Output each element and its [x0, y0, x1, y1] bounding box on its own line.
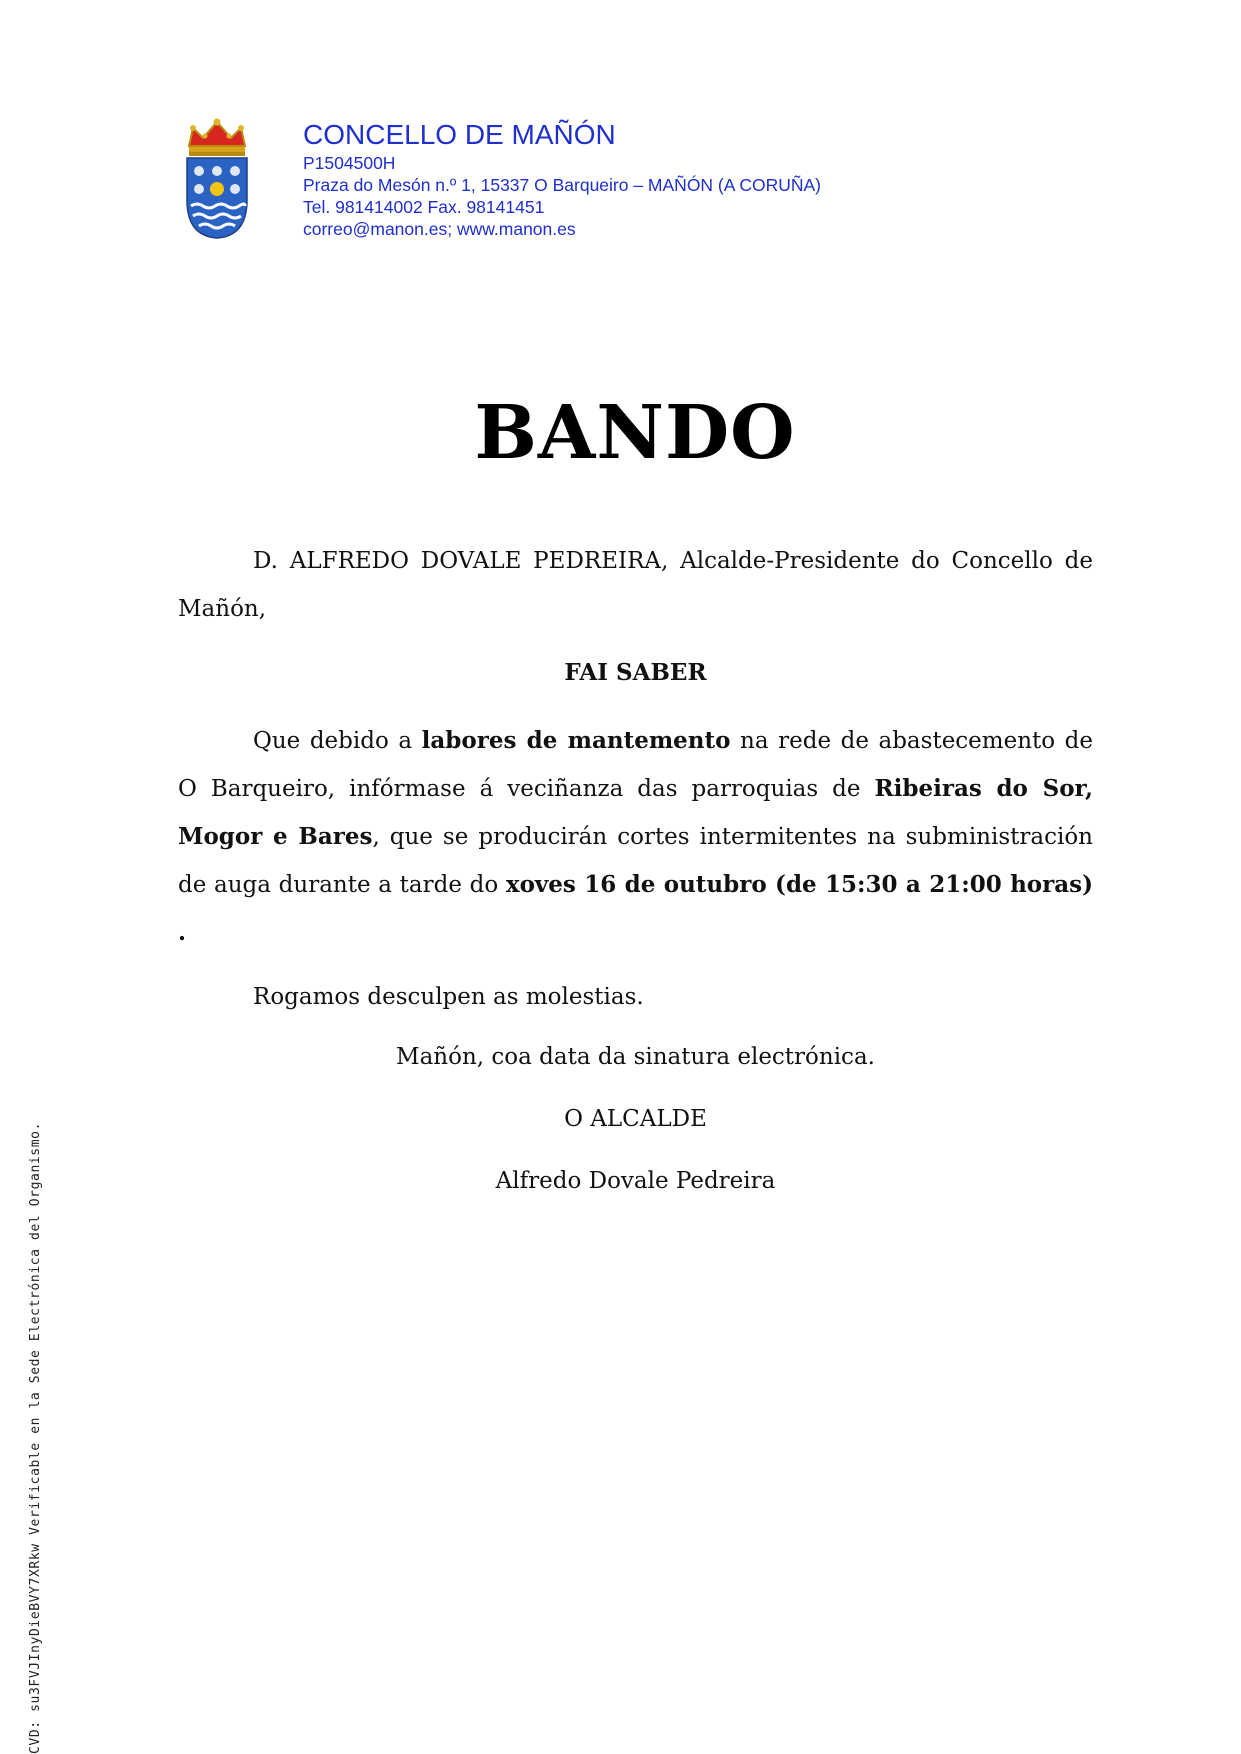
notice-text-1: Que debido a	[253, 728, 422, 754]
announce-heading: FAI SABER	[564, 659, 707, 686]
council-address: Praza do Mesón n.º 1, 15337 O Barqueiro – MAÑÓN (A CORUÑA)	[303, 175, 821, 195]
apology-paragraph: Rogamos desculpen as molestias.	[253, 984, 644, 1010]
notice-text-2: na rede de abastecemento de O Barqueiro, infórmase á veciñanza das parroquias de	[178, 728, 1094, 802]
intro-paragraph: D. ALFREDO DOVALE PEDREIRA, Alcalde-Presidente do Concello de Mañón,	[178, 548, 1093, 622]
council-nif: P1504500H	[303, 153, 396, 173]
signer-name: Alfredo Dovale Pedreira	[495, 1168, 776, 1194]
document-body	[178, 537, 1093, 1205]
notice-paragraph	[178, 717, 1093, 957]
notice-text-3: , que se producirán cortes intermitentes na subministración de auga durante a tarde do	[178, 824, 1093, 898]
council-name: CONCELLO DE MAÑÓN	[303, 119, 616, 150]
notice-bold-3: xoves 16 de outubro (de 15:30 a 21:00 horas) .	[178, 871, 1094, 946]
document-title: BANDO	[474, 390, 796, 476]
council-web: correo@manon.es; www.manon.es	[303, 219, 576, 239]
council-phone: Tel. 981414002 Fax. 98141451	[303, 197, 545, 217]
letterhead-text	[303, 118, 821, 240]
place-date: Mañón, coa data da sinatura electrónica.	[396, 1044, 875, 1070]
notice-bold-2: Ribeiras do Sor, Mogor e Bares	[178, 775, 1093, 850]
letterhead	[183, 118, 821, 240]
cvd-verification-code: CVD: su3FVJInyDieBVY7XRkw Verificable en la Sede Electrónica del Organismo.	[28, 1122, 43, 1754]
notice-bold-1: labores de mantemento	[421, 727, 731, 754]
coat-of-arms-icon	[183, 118, 251, 240]
signer-role: O ALCALDE	[564, 1106, 707, 1132]
